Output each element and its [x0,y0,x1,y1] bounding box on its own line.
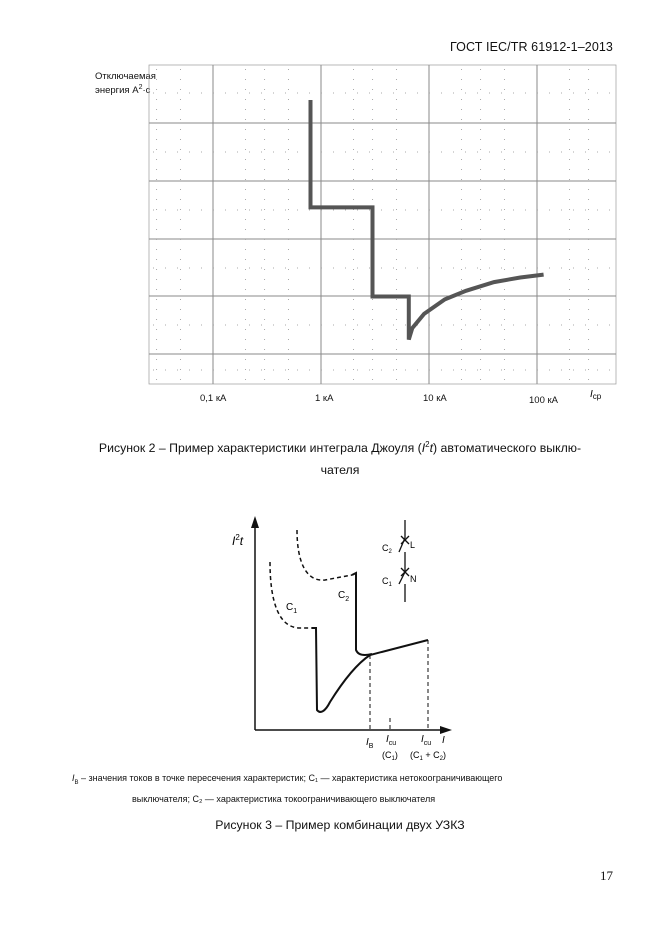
fig3-caption: Рисунок 3 – Пример комбинации двух УЗКЗ [215,818,465,832]
fig3-x-axis-label: I [442,735,445,746]
fig3-diagram [0,500,661,760]
fig3-note: $I_B$ – значения токов в точке пересечения характеристик; С₁ — характеристика нетокоограничивающего выключателя; С₂ — характеристика токоограничивающего выключателя [72,773,503,804]
fig3-c2-label: $C_2$ [338,590,350,603]
fig2-caption-line2: чателя [320,463,360,477]
fig2-i2t-curve [311,100,544,340]
fig3-breaker-symbol-icon [399,520,409,602]
fig2-y-label-line1: Отключаемая [95,71,156,82]
fig2-tick-label: 10 кА [423,393,447,404]
fig2-chart [0,0,661,420]
fig3-icu1-label: $I_{cu}$ [386,734,397,747]
fig3-y-arrow-icon [251,516,259,528]
fig3-icu2-label: $I_{cu}$ [421,734,432,747]
fig3-c1-label: $C_1$ [286,602,298,615]
fig2-grid [149,65,616,384]
fig2-caption: Рисунок 2 – Пример характеристики интеграла Джоуля $(I^2t)$ автоматического выклю- [98,440,582,456]
fig2-tick-label: 0,1 кА [200,393,227,404]
fig2-y-label-line2: энергия $A^2\cdot с$ [95,84,151,97]
fig3-diagram-c2-label: $C_2$ [382,543,392,555]
fig3-diagram-l-label: L [410,540,416,550]
page-number: 17 [600,868,613,883]
fig3-diagram-c1-label: $C_1$ [382,576,392,588]
document-header: ГОСТ IEC/TR 61912-1–2013 [450,40,613,54]
fig3-y-axis-label: $I^2t$ [232,533,244,548]
fig2-minor-grid-dots [153,69,612,380]
fig3-ib-label: $I_B$ [366,737,374,750]
fig2-tick-label: 1 кА [315,393,334,404]
fig2-frame [149,65,616,384]
fig3-icu2-paren: $(C_1 + C_2)$ [410,750,446,760]
fig3-c2-dashed [297,530,352,580]
fig3-c2-curve [352,573,372,655]
fig2-tick-label: 100 кА [529,395,558,406]
fig3-diagram-n-label: N [410,574,417,584]
fig2-x-axis-label: $I_{ср}$ [590,389,602,401]
fig3-x-arrow-icon [440,726,452,734]
fig3-icu1-paren: $(C_1)$ [382,750,398,760]
